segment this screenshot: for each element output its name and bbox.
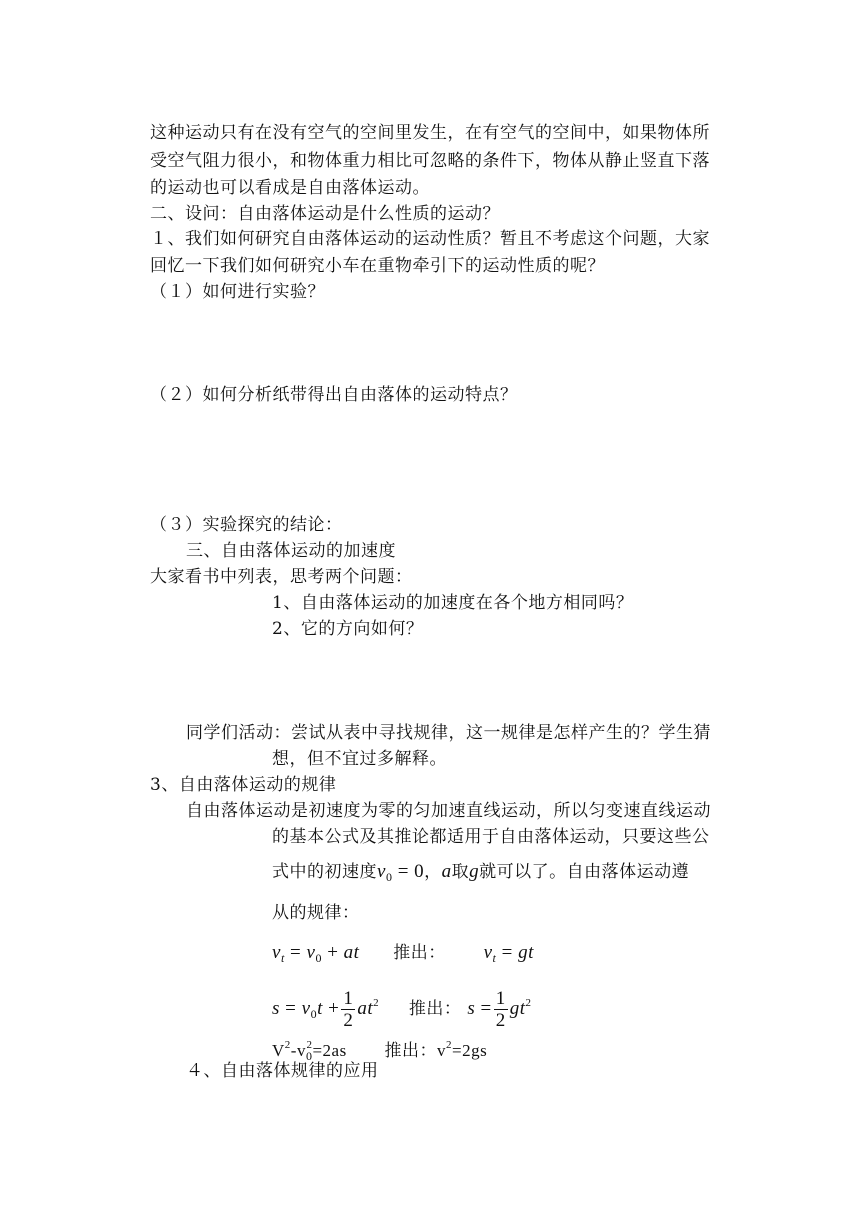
law-paragraph-line4: 从的规律：: [272, 903, 360, 923]
para1-line3: 的运动也可以看成是自由落体运动。: [150, 178, 430, 198]
symbol-g: g: [469, 861, 480, 882]
formula-displacement-general: $s = v_0t$ + $\frac{1}{2}$ $at^2$: [272, 988, 380, 1032]
para1-line1: 这种运动只有在没有空气的空间里发生，在有空气的空间中，如果物体所: [150, 123, 710, 143]
activity-line2: 想，但不宜过多解释。: [272, 749, 447, 769]
line3-text-a: 式中的初速度: [272, 862, 377, 882]
section3b-heading: 3、自由落体运动的规律: [150, 775, 337, 795]
section3-question1: 1、自由落体运动的加速度在各个地方相同吗？: [272, 593, 634, 613]
derive-label-1: 推出：: [393, 943, 446, 963]
symbol-a: a: [441, 861, 452, 882]
formula-velocity-squared-general: $V^2-v_0^2=2as$: [272, 1039, 347, 1063]
law-paragraph-line3: [272, 861, 689, 888]
formula-displacement-free-fall: s = $\frac{1}{2}$ $gt^2$: [467, 988, 532, 1032]
line3-comma: ，: [424, 862, 442, 882]
law-paragraph-line2: 的基本公式及其推论都适用于自由落体运动，只要这些公: [272, 827, 710, 847]
subquestion-3: （３）实验探究的结论：: [150, 515, 343, 535]
derive-label-3: 推出：: [384, 1041, 438, 1061]
line3-text-c: 取: [451, 862, 470, 882]
section3-question2: 2、它的方向如何？: [272, 619, 424, 639]
para1-line2: 受空气阻力很小，和物体重力相比可忽略的条件下，物体从静止竖直下落: [150, 151, 710, 171]
law-paragraph-line1: 自由落体运动是初速度为零的匀加速直线运动，所以匀变速直线运动: [186, 801, 711, 821]
v0-equals-zero: $v_0 = 0$: [377, 861, 425, 884]
question1-line2: 回忆一下我们如何研究小车在重物牵引下的运动性质的呢？: [150, 256, 605, 276]
activity-line1: 同学们活动：尝试从表中寻找规律，这一规律是怎样产生的？学生猜: [186, 723, 711, 743]
subquestion-1: （１）如何进行实验？: [150, 282, 325, 302]
section3-intro: 大家看书中列表，思考两个问题：: [150, 567, 413, 587]
subquestion-2: （２）如何分析纸带得出自由落体的运动特点？: [150, 385, 518, 405]
section4-heading: ４、自由落体规律的应用: [186, 1061, 379, 1081]
formula-velocity: [272, 940, 534, 971]
formula-displacement: [272, 980, 531, 1037]
formula-velocity-squared-free-fall: $v^2=2gs$: [437, 1039, 488, 1060]
formula-velocity-general: $v_t = v_0$ + at: [272, 942, 360, 965]
question1-line1: １、我们如何研究自由落体运动的运动性质？暂且不考虑这个问题，大家: [150, 229, 710, 249]
formula-velocity-free-fall: $v_t$ = gt: [483, 942, 534, 965]
section3-heading: 三、自由落体运动的加速度: [186, 541, 396, 561]
line3-text-d: 就可以了。自由落体运动遵: [479, 862, 690, 882]
derive-label-2: 推出：: [408, 999, 462, 1019]
section2-heading: 二、设问：自由落体运动是什么性质的运动？: [150, 204, 500, 224]
